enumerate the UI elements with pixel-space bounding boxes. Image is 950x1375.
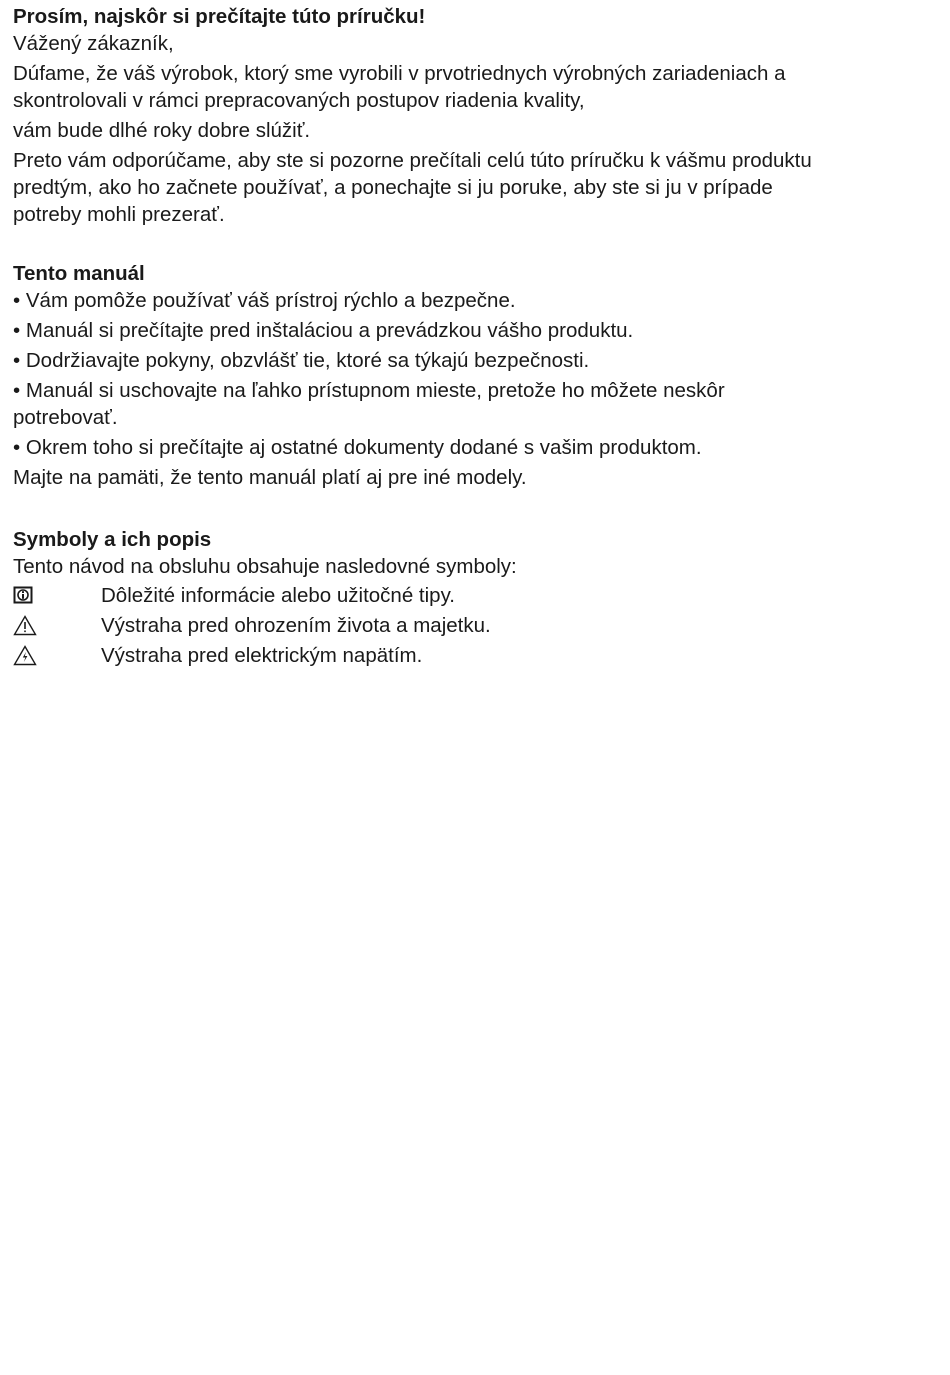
manual-note: Majte na pamäti, že tento manuál platí aj pre iné modely. [13,466,527,489]
symbol-row-info [13,580,913,610]
recommendation-paragraph-line: predtým, ako ho začnete používať, a ponechajte si ju poruke, aby ste si ju v prípade [13,176,773,199]
info-icon [13,586,101,604]
symbol-description: Dôležité informácie alebo užitočné tipy. [101,583,455,607]
list-item: • Dodržiavajte pokyny, obzvlášť tie, ktoré sa týkajú bezpečnosti. [13,349,590,372]
symbol-row-electric [13,640,913,670]
symbol-description: Výstraha pred ohrozením života a majetku. [101,613,491,637]
intro-paragraph-line: skontrolovali v rámci prepracovaných postupov riadenia kvality, [13,89,585,112]
symbol-row-warning [13,610,913,640]
intro-paragraph-line: Dúfame, že váš výrobok, ktorý sme vyrobili v prvotriednych výrobných zariadeniach a [13,62,786,85]
section-heading-symbols: Symboly a ich popis [13,528,212,551]
list-item-continuation: potrebovať. [13,406,118,429]
recommendation-paragraph-line: potreby mohli prezerať. [13,203,225,226]
symbols-intro: Tento návod na obsluhu obsahuje nasledovné symboly: [13,555,517,578]
intro-paragraph: vám bude dlhé roky dobre slúžiť. [13,119,311,142]
list-item: • Manuál si prečítajte pred inštaláciou a prevádzkou vášho produktu. [13,319,634,342]
recommendation-paragraph-line: Preto vám odporúčame, aby ste si pozorne prečítali celú túto príručku k vášmu produktu [13,149,812,172]
page-title: Prosím, najskôr si prečítajte túto príručku! [13,5,426,28]
warning-triangle-icon [13,615,101,636]
list-item: • Manuál si uschovajte na ľahko prístupnom mieste, pretože ho môžete neskôr [13,379,725,402]
electric-warning-icon [13,645,101,666]
list-item: • Okrem toho si prečítajte aj ostatné dokumenty dodané s vašim produktom. [13,436,702,459]
document-page [13,3,913,670]
symbol-description: Výstraha pred elektrickým napätím. [101,643,423,667]
section-heading-manual: Tento manuál [13,262,145,285]
list-item: • Vám pomôže používať váš prístroj rýchlo a bezpečne. [13,289,516,312]
greeting: Vážený zákazník, [13,32,174,55]
